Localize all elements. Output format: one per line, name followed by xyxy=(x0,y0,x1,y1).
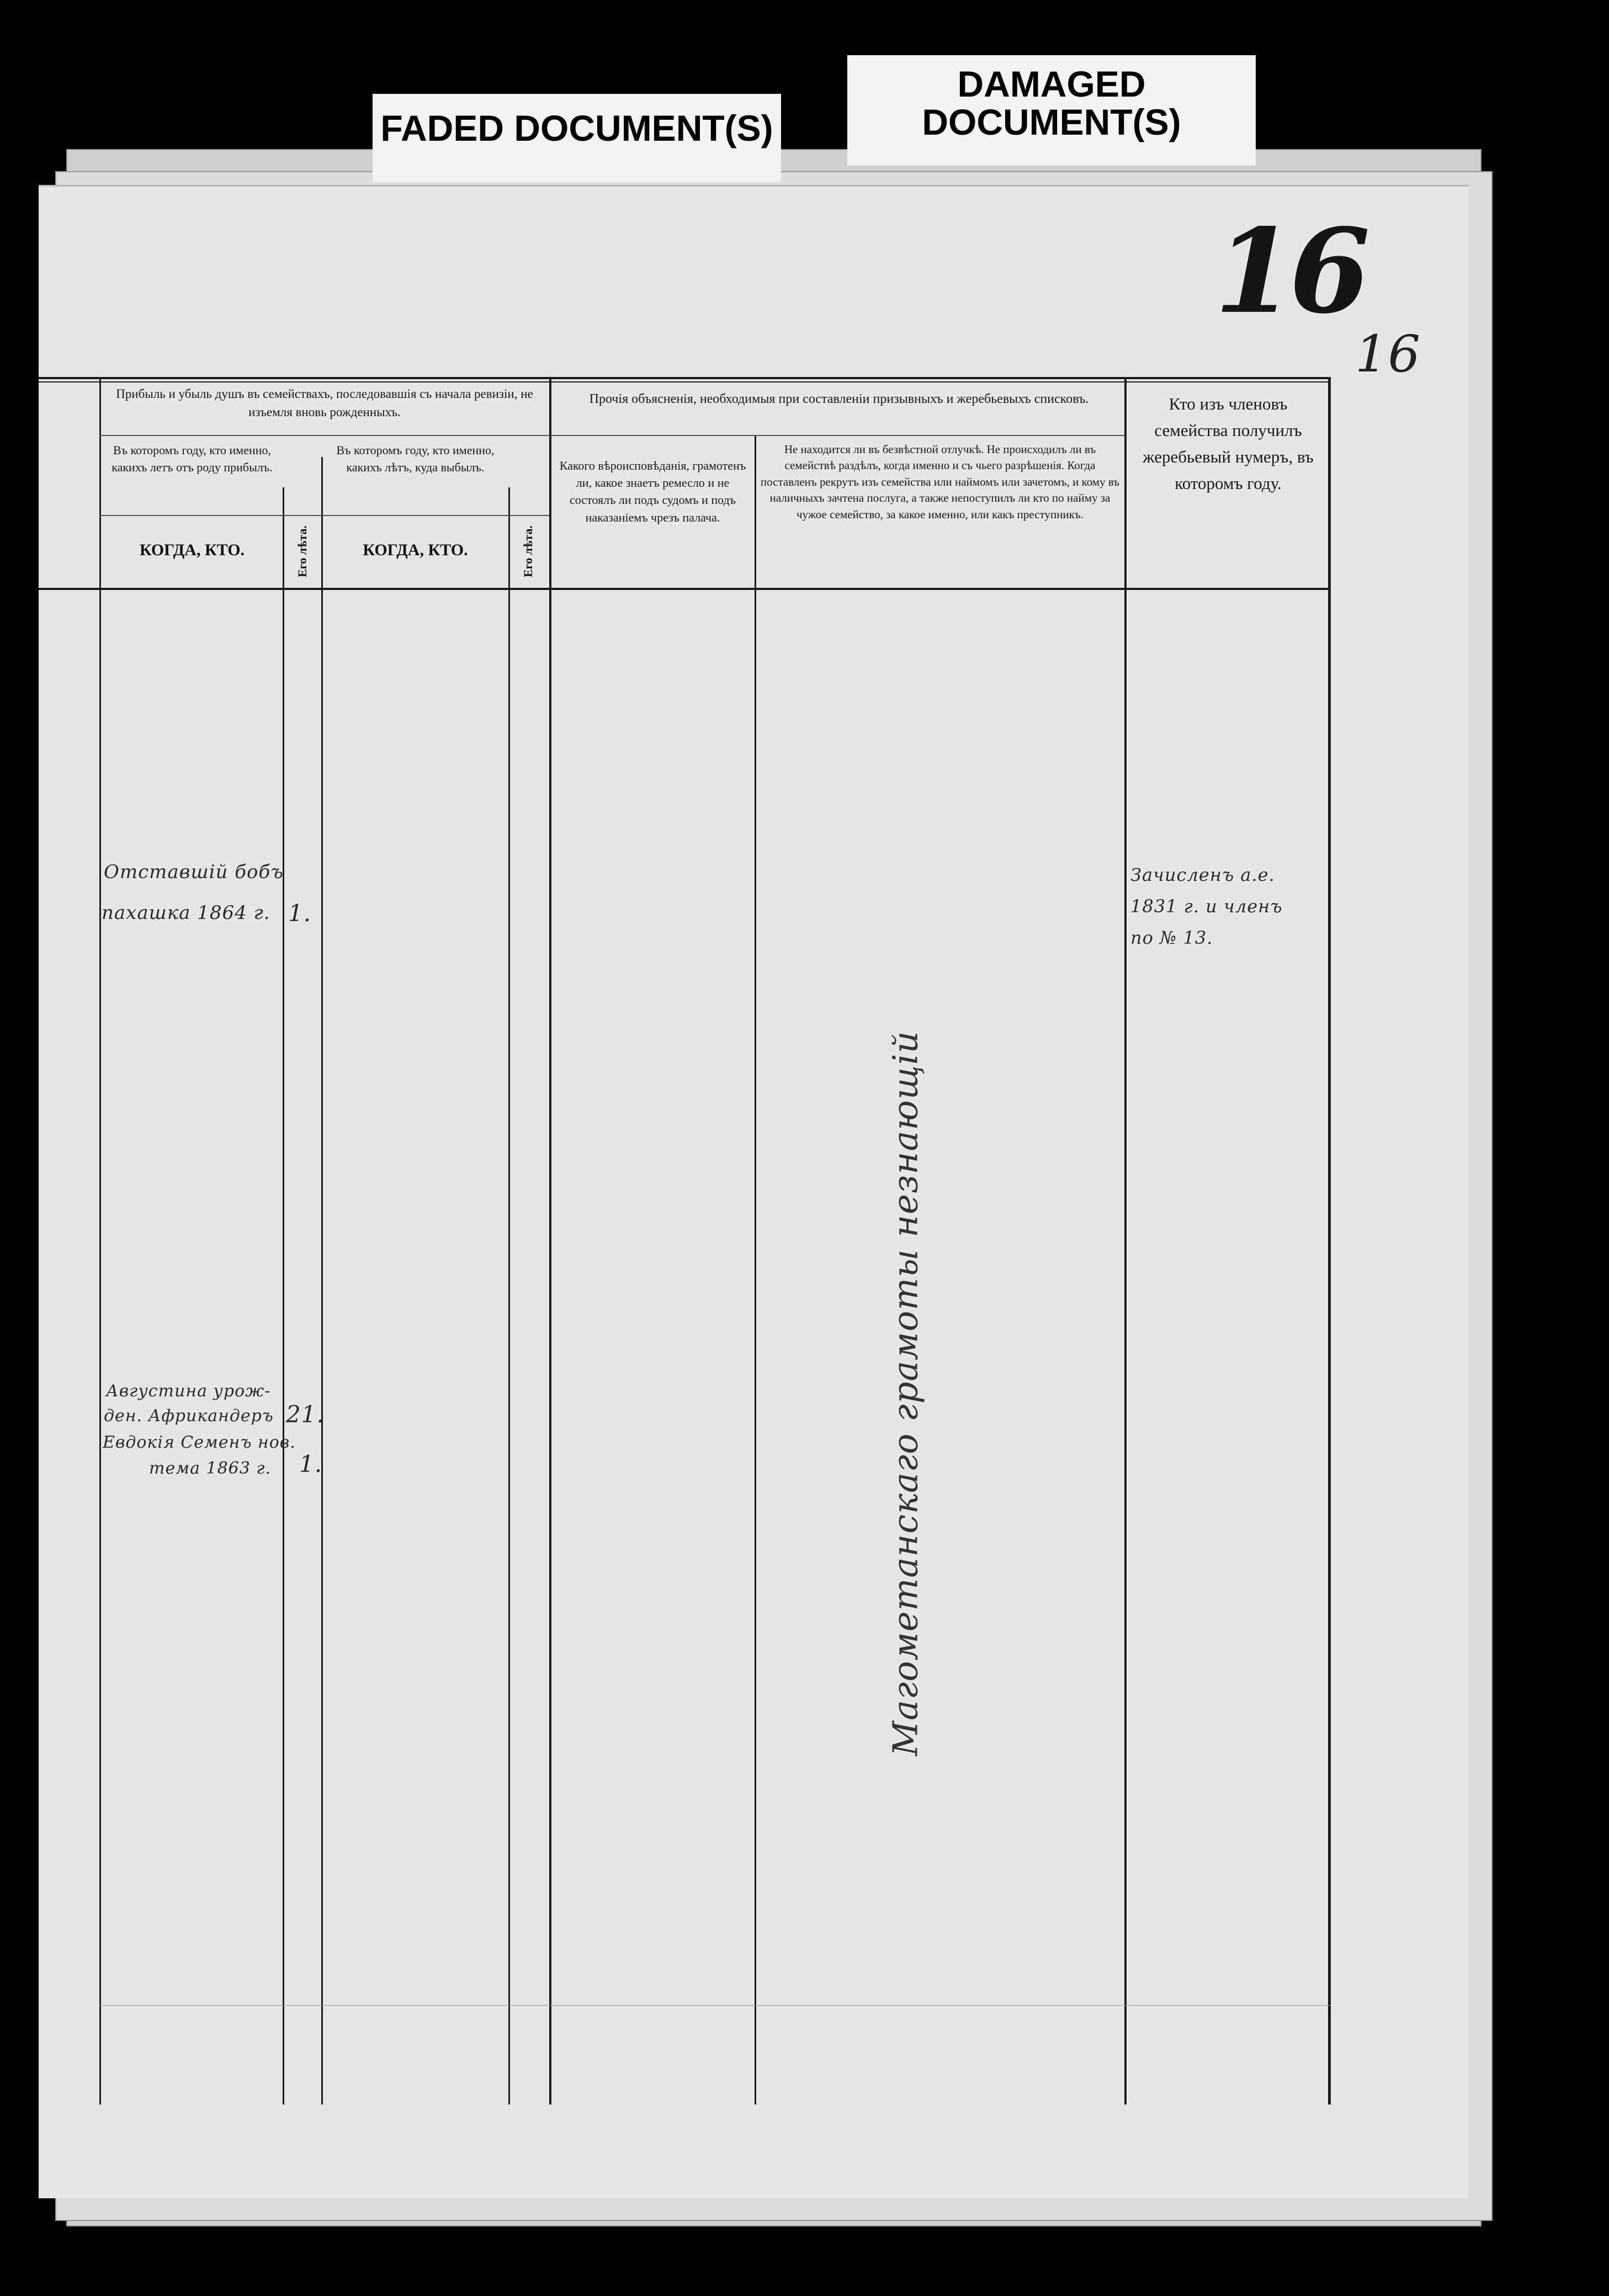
col-line-3 xyxy=(321,457,323,2104)
arrival-1-age: 1. xyxy=(288,900,312,927)
faded-document-sticker xyxy=(373,94,781,182)
col-header-arrived: Въ которомъ году, кто именно, какихъ летъ отъ роду прибылъ. xyxy=(111,443,273,475)
arrival-2-line2: ден. Африкандеръ xyxy=(104,1406,274,1426)
header-group-rule-left xyxy=(99,435,549,436)
col-header-lot: Кто изъ членовъ семейства получилъ жеребьевый нумеръ, въ которомъ году. xyxy=(1143,394,1314,493)
col-line-7 xyxy=(1124,377,1127,2104)
arrival-1-line1: Отставшій бобъ xyxy=(104,861,284,883)
table-header-bottom-rule xyxy=(39,588,1330,590)
page-number-handwritten: 16 xyxy=(1214,203,1365,339)
col-line-2 xyxy=(283,487,284,2104)
lot-entry-line3: по № 13. xyxy=(1130,927,1213,948)
arrival-2-line3: Евдокія Семенъ нов. xyxy=(103,1433,296,1452)
col-line-1 xyxy=(99,377,101,2104)
col-line-5 xyxy=(549,377,551,2104)
faded-document-text: FADED DOCUMENT(S) xyxy=(380,108,773,148)
header-group-rule-mid xyxy=(551,435,1124,436)
arrival-2-age-a: 21. xyxy=(286,1401,325,1428)
col-when-who-1: КОГДА, КТО. xyxy=(139,541,245,559)
group-header-left: Прибыль и убыль душъ въ семействахъ, последовавшія съ начала ревизіи, не изъемля вновь рожденныхъ. xyxy=(116,387,533,419)
damaged-document-sticker xyxy=(847,55,1256,166)
col-age-2: Его лѣта. xyxy=(521,525,535,577)
footer-rule xyxy=(99,2005,1330,2006)
religion-vertical-note: Магометанскаго грамоты незнающій xyxy=(885,1030,926,1756)
ledger-page xyxy=(39,185,1468,2198)
col-header-absence: Не находится ли въ безвѣстной отлучкѣ. Не происходилъ ли въ семействѣ раздѣлъ, когда именно и съ чьего разрѣшенія. Когда поставленъ рекрутъ изъ семейства или наймомъ или зачетомъ, и кому въ наличныхъ зачтена послуга, а также непоступилъ ли кто по найму за чужое семейство, за какое именно, или какъ преступникъ. xyxy=(760,443,1120,521)
page-number-side: 16 xyxy=(1355,325,1421,384)
col-header-departed: Въ которомъ году, кто именно, какихъ лѣтъ, куда выбылъ. xyxy=(336,443,495,475)
header-sub-rule-left xyxy=(99,515,549,516)
damaged-document-line2: DOCUMENT(S) xyxy=(922,102,1181,143)
col-line-6 xyxy=(755,436,756,2104)
arrival-2-line4: тема 1863 г. xyxy=(149,1459,272,1478)
damaged-document-line1: DAMAGED xyxy=(957,63,1146,104)
table-top-rule-2 xyxy=(39,381,1330,382)
lot-entry-line2: 1831 г. и членъ xyxy=(1130,896,1283,917)
table-right-border xyxy=(1328,377,1331,2104)
lot-entry-line1: Зачисленъ а.е. xyxy=(1130,864,1275,885)
arrival-2-age-b: 1. xyxy=(299,1450,323,1477)
table-top-rule xyxy=(39,377,1330,379)
group-header-mid: Прочія объясненія, необходимыя при составленіи призывныхъ и жеребьевыхъ списковъ. xyxy=(589,392,1089,406)
col-line-4 xyxy=(508,487,510,2104)
col-age-1: Его лѣта. xyxy=(295,525,309,577)
arrival-2-line1: Августина урож- xyxy=(106,1381,271,1401)
arrival-1-line2: пахашка 1864 г. xyxy=(102,902,270,924)
col-when-who-2: КОГДА, КТО. xyxy=(363,541,468,559)
col-header-religion: Какого вѣроисповѣданія, грамотенъ ли, какое знаетъ ремесло и не состоялъ ли подъ судомъ и подъ наказаніемъ чрезъ палача. xyxy=(559,459,746,524)
